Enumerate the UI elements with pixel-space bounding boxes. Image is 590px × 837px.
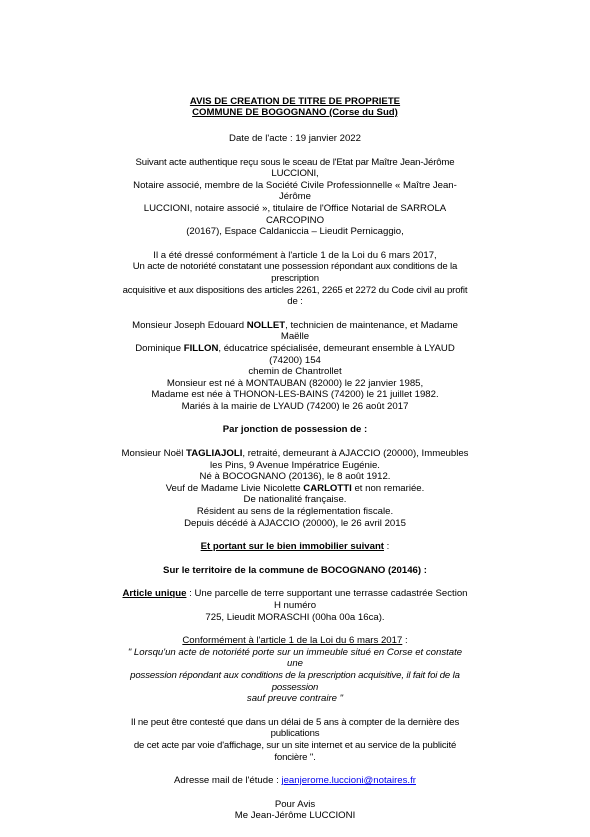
property-heading: Et portant sur le bien immobilier suivant : xyxy=(200,541,390,553)
intro-paragraph xyxy=(120,157,470,238)
article-line: 725, Lieudit MORASCHI (00ha 00a 16ca). xyxy=(205,611,385,623)
contest-paragraph xyxy=(120,717,470,763)
article-line: Article unique : Une parcelle de terre supportant une terrasse cadastrée Section H numéro xyxy=(122,588,468,611)
intro-line: Notaire associé, membre de la Société Civile Professionnelle « Maître Jean-Jérôme xyxy=(133,179,457,203)
prior-owner-line: Veuf de Madame Livie Nicolette CARLOTTI et non remariée. xyxy=(165,482,425,494)
signature-block xyxy=(120,799,470,822)
law-line: Un acte de notoriété constatant une possession répondant aux conditions de la prescription xyxy=(132,261,458,284)
jonction-heading: Par jonction de possession de : xyxy=(222,424,368,436)
quote-line: " Lorsqu'un acte de notoriété porte sur un immeuble situé en Corse et constate une xyxy=(127,646,463,670)
quote-line: possession répondant aux conditions de la prescription acquisitive, il fait foi de la possession xyxy=(130,669,460,693)
beneficiary-line: Dominique FILLON, éducatrice spécialisée, demeurant ensemble à LYAUD (74200) 154 xyxy=(135,342,455,366)
intro-line: LUCCIONI, notaire associé », titulaire de l'Office Notarial de SARROLA CARCOPINO xyxy=(143,202,447,226)
prior-owner-line: Monsieur Noël TAGLIAJOLI, retraité, demeurant à AJACCIO (20000), Immeubles xyxy=(121,448,469,460)
beneficiary-line: Mariés à la mairie de LYAUD (74200) le 26 août 2017 xyxy=(181,400,409,412)
prior-owner-line: Depuis décédé à AJACCIO (20000), le 26 avril 2015 xyxy=(184,517,406,529)
prior-owner-line: Résident au sens de la réglementation fiscale. xyxy=(196,506,394,518)
act-date: Date de l'acte : 19 janvier 2022 xyxy=(229,133,361,144)
surname-nollet: NOLLET xyxy=(246,319,286,331)
email-line: Adresse mail de l'étude : jeanjerome.luccioni@notaires.fr xyxy=(174,775,416,787)
contest-line: de cet acte par voie d'affichage, sur un site internet et au service de la publicité foncière ". xyxy=(133,739,457,763)
notice-body xyxy=(120,96,470,822)
contest-line: Il ne peut être contesté que dans un délai de 5 ans à compter de la dernière des publications xyxy=(130,716,460,740)
intro-line: Suivant acte authentique reçu sous le sceau de l'Etat par Maître Jean-Jérôme LUCCIONI, xyxy=(135,156,455,180)
notice-title xyxy=(120,96,470,118)
beneficiary-line: Madame est née à THONON-LES-BAINS (74200) le 21 juillet 1982. xyxy=(151,389,439,401)
prior-owner-line: De nationalité française. xyxy=(243,494,347,506)
signature-line: Pour Avis xyxy=(274,798,316,810)
title-line-2: COMMUNE DE BOGOGNANO (Corse du Sud) xyxy=(192,107,398,118)
law-line: acquisitive et aux dispositions des articles 2261, 2265 et 2272 du Code civil au profit de : xyxy=(122,284,468,308)
law-paragraph xyxy=(120,250,470,308)
prior-owner-line: les Pins, 9 Avenue Impératrice Eugénie. xyxy=(210,459,380,471)
email-link[interactable]: jeanjerome.luccioni@notaires.fr xyxy=(281,775,416,787)
beneficiary-line: Monsieur est né à MONTAUBAN (82000) le 22 janvier 1985, xyxy=(166,377,424,389)
intro-line: (20167), Espace Caldaniccia – Lieudit Pernicaggio, xyxy=(186,226,404,238)
law-line: Il a été dressé conformément à l'article 1 de la Loi du 6 mars 2017, xyxy=(153,249,437,261)
surname-tagliajoli: TAGLIAJOLI xyxy=(186,448,243,460)
prior-owner-paragraph xyxy=(120,448,470,529)
surname-carlotti: CARLOTTI xyxy=(303,482,352,494)
signature-name: Me Jean-Jérôme LUCCIONI xyxy=(234,810,356,822)
beneficiary-line: chemin de Chantrollet xyxy=(248,366,342,378)
surname-fillon: FILLON xyxy=(183,342,219,354)
title-line-1: AVIS DE CREATION DE TITRE DE PROPRIETE xyxy=(189,96,401,107)
quote-reference: Conformément à l'article 1 de la Loi du 6 mars 2017 : xyxy=(182,635,408,647)
beneficiaries-paragraph xyxy=(120,320,470,413)
law-quote xyxy=(120,635,470,705)
beneficiary-line: Monsieur Joseph Edouard NOLLET, technicien de maintenance, et Madame Maëlle xyxy=(132,319,458,343)
territory-heading: Sur le territoire de la commune de BOCOGNANO (20146) : xyxy=(163,564,427,576)
quote-line: sauf preuve contraire " xyxy=(246,693,344,705)
prior-owner-line: Né à BOCOGNANO (20136), le 8 août 1912. xyxy=(199,471,391,483)
article-label: Article unique xyxy=(122,588,187,600)
article-paragraph xyxy=(120,588,470,623)
